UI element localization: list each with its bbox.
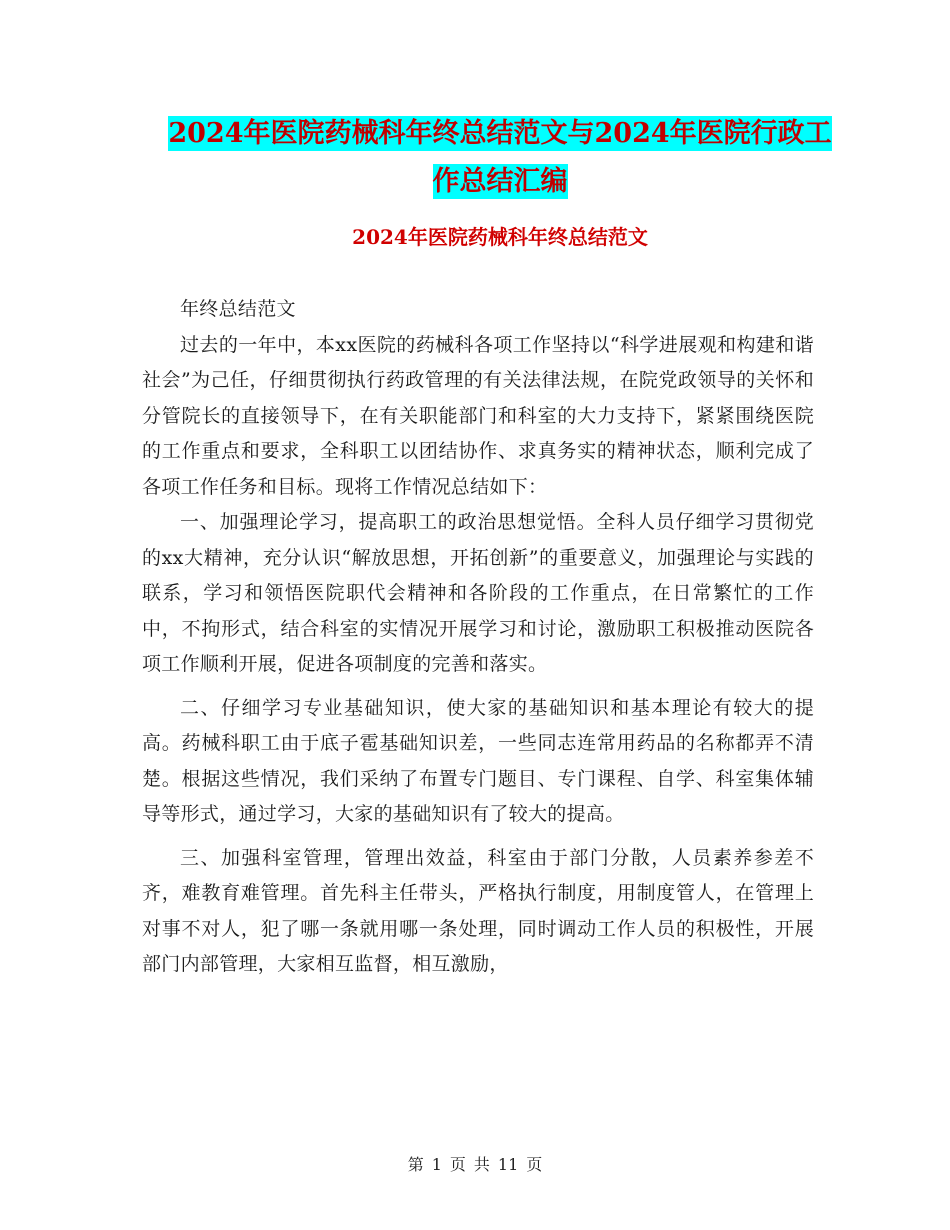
page-footer bbox=[0, 1152, 950, 1175]
document-title bbox=[140, 110, 860, 206]
paragraph-heading: 年终总结范文 bbox=[180, 298, 296, 320]
document-title-line1: 2024年医院药械科年终总结范文与2024年医院行政工 bbox=[168, 118, 832, 149]
paragraph: 三、加强科室管理，管理出效益，科室由于部门分散，人员素养参差不齐，难教育难管理。首先科主任带头，严格执行制度，用制度管人，在管理上对事不对人，犯了哪一条就用哪一条处理，同时调动工作人员的积极性，开展部门内部管理，大家相互监督，相互激励， bbox=[142, 846, 814, 975]
page-label-prefix: 第 bbox=[407, 1155, 424, 1174]
section-title: 2024年医院药械科年终总结范文 bbox=[352, 225, 648, 249]
page-label-mid1: 页 bbox=[449, 1155, 466, 1174]
document-title-line2: 作总结汇编 bbox=[432, 166, 568, 197]
paragraph: 二、仔细学习专业基础知识，使大家的基础知识和基本理论有较大的提高。药械科职工由于底子雹基础知识差，一些同志连常用药品的名称都弄不清楚。根据这些情况，我们采纳了布置专门题目、专门课程、自学、科室集体辅导等形式，通过学习，大家的基础知识有了较大的提高。 bbox=[142, 696, 814, 825]
total-pages-number: 11 bbox=[497, 1155, 519, 1174]
current-page-number: 1 bbox=[431, 1155, 442, 1174]
page-label-mid2: 共 bbox=[473, 1155, 490, 1174]
document-body bbox=[142, 292, 814, 983]
page-label-suffix: 页 bbox=[526, 1155, 543, 1174]
paragraph: 一、加强理论学习，提高职工的政治思想觉悟。全科人员仔细学习贯彻党的xx大精神，充分认识“解放思想，开拓创新”的重要意义，加强理论与实践的联系，学习和领悟医院职代会精神和各阶段的工作重点，在日常繁忙的工作中，不拘形式，结合科室的实情况开展学习和讨论，激励职工积极推动医院各项工作顺利开展，促进各项制度的完善和落实。 bbox=[142, 511, 814, 675]
paragraph: 过去的一年中，本xx医院的药械科各项工作坚持以“科学进展观和构建和谐社会”为己任，仔细贯彻执行药政管理的有关法律法规，在院党政领导的关怀和分管院长的直接领导下，在有关职能部门和科室的大力支持下，紧紧围绕医院的工作重点和要求，全科职工以团结协作、求真务实的精神状态，顺利完成了各项工作任务和目标。现将工作情况总结如下： bbox=[142, 333, 814, 498]
